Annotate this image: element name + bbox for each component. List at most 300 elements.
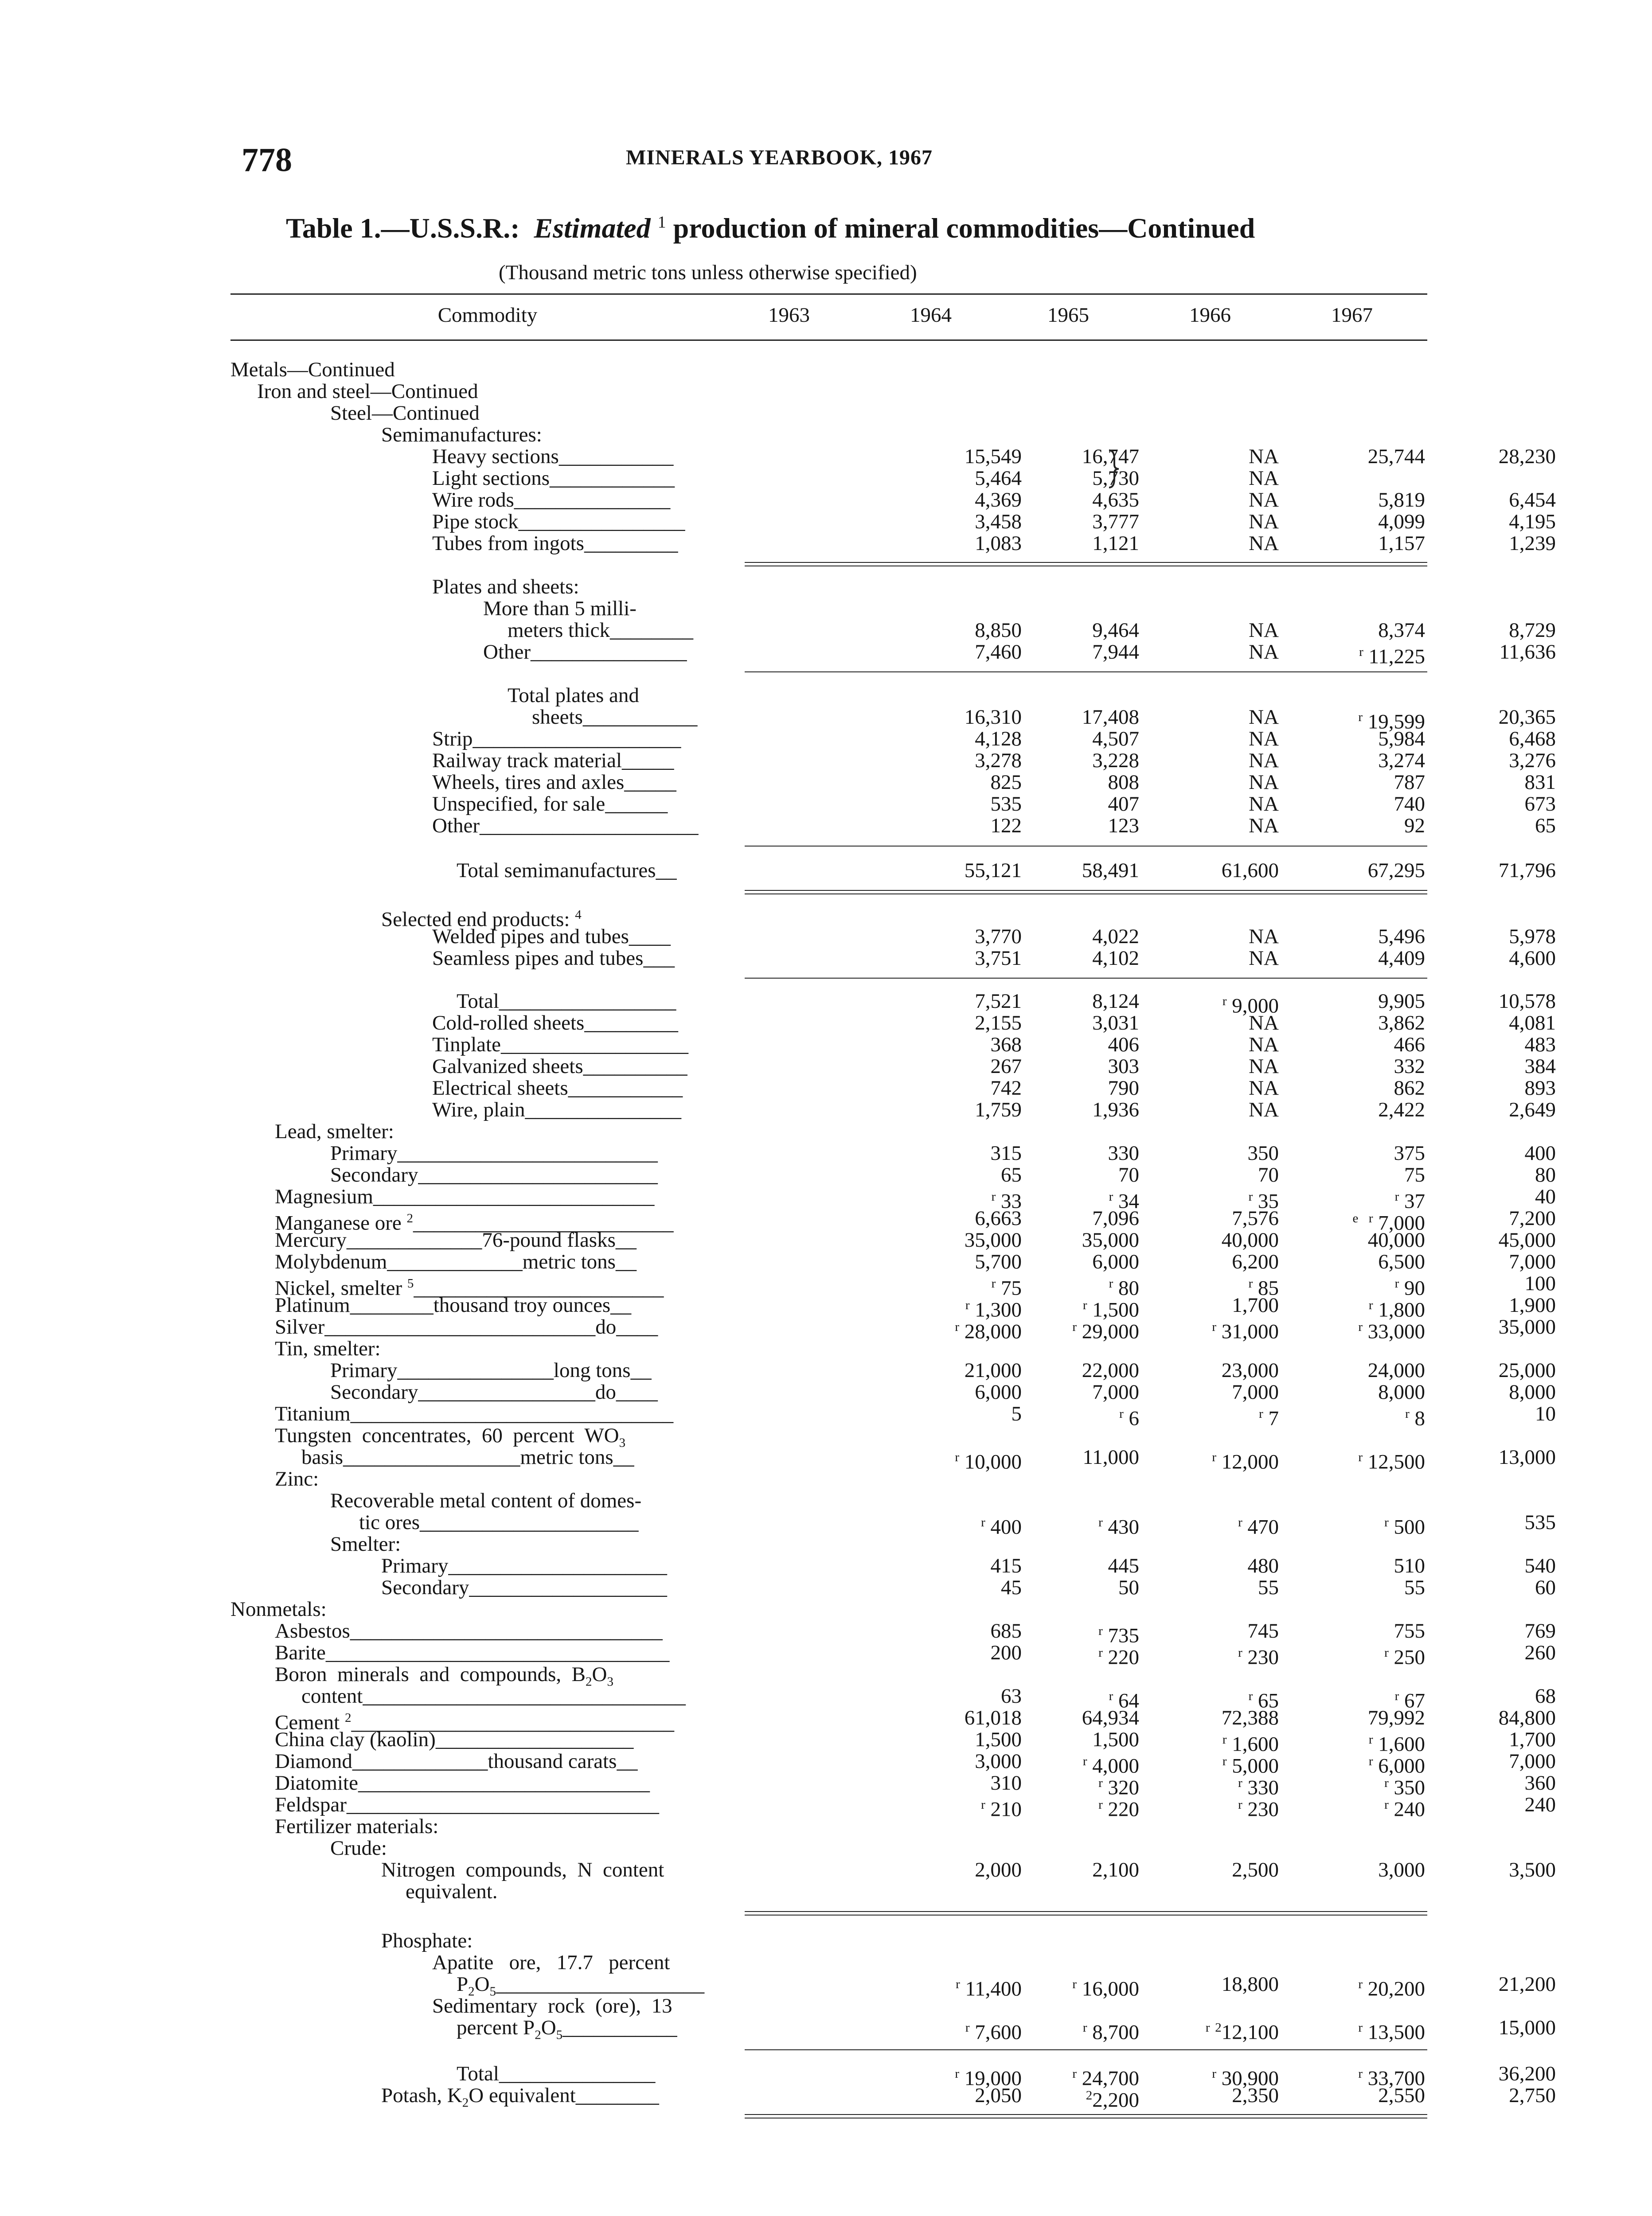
value-1965: NA [1249, 814, 1279, 837]
value-1964: 3,228 [1092, 749, 1139, 772]
row-label: Silver__________________________do____ [275, 1315, 658, 1338]
table-row [230, 1033, 1556, 1056]
row-label-text: Seamless pipes and tubes [432, 947, 644, 970]
value-1967: 25,000 [1498, 1359, 1556, 1382]
value-1967: 6,454 [1509, 488, 1556, 511]
value-1963: 1,083 [975, 532, 1022, 555]
value-1963: 267 [990, 1055, 1022, 1078]
row-label-text: Feldspar [275, 1793, 347, 1816]
value-text: 220 [1108, 1646, 1139, 1669]
row-label-text: Wire rods [432, 488, 514, 511]
row-label: $P_2O_5\_\_\_\_\_\_\_\_\_\_\_\_\_\_\_\_\_\_\_\_$ [457, 1973, 705, 1999]
value-1965: 7,000 [1232, 1381, 1279, 1404]
value-1964: 2,100 [1092, 1858, 1139, 1881]
value-1965: NA [1249, 1011, 1279, 1034]
table-row [230, 859, 1556, 882]
value-1963: 122 [990, 814, 1022, 837]
row-label: Iron and steel—Continued [257, 380, 478, 403]
revised-mark: r [1405, 1407, 1410, 1421]
unit-text: thousand carats [488, 1750, 617, 1773]
row-label: Primary_____________________ [381, 1554, 667, 1577]
value-text: 6 [1129, 1407, 1139, 1430]
value-1967: 4,195 [1509, 510, 1556, 533]
value-text: 35 [1258, 1190, 1279, 1213]
value-text: 12,100 [1221, 2021, 1279, 2044]
value-1966: 740 [1394, 792, 1425, 815]
row-label-text: Cold-rolled sheets [432, 1011, 585, 1034]
table-row [230, 598, 1427, 620]
revised-mark: r [1358, 1450, 1363, 1464]
value-1963: 8,850 [975, 619, 1022, 642]
value-1965: NA [1249, 1055, 1279, 1078]
value-1967: 71,796 [1498, 859, 1556, 882]
value-text: 470 [1247, 1515, 1279, 1539]
value-1966 [1292, 2017, 1425, 2044]
table-row [230, 1098, 1556, 1121]
revised-mark: r [1394, 1276, 1399, 1291]
row-label-text: content [301, 1685, 363, 1708]
row-label-text: Manganese ore [275, 1211, 402, 1235]
row-label: content_______________________________ [301, 1685, 686, 1708]
value-1964: 35,000 [1082, 1229, 1139, 1252]
table-row [230, 749, 1556, 772]
value-text: 16,000 [1082, 1977, 1139, 2001]
table-row [230, 1793, 1556, 1821]
revised-mark: r [1384, 1515, 1389, 1529]
value-text: 1,600 [1232, 1732, 1279, 1756]
row-label: Manganese ore $^2$_________________________ [275, 1211, 674, 1235]
row-label: Total_______________ [457, 2062, 656, 2085]
row-label-text: Barite [275, 1641, 326, 1664]
table-row [230, 1838, 1427, 1859]
value-text: 2,200 [1092, 2088, 1139, 2112]
value-1963: 4,369 [975, 488, 1022, 511]
row-label: Sedimentary rock (ore), 13 [432, 1994, 672, 2017]
value-text: 20,200 [1367, 1977, 1425, 2001]
value-1967: 769 [1524, 1619, 1556, 1642]
row-label: More than 5 milli- [483, 597, 637, 620]
value-1963: 21,000 [964, 1359, 1022, 1382]
row-label: Lead, smelter: [275, 1120, 394, 1143]
row-label: basis_________________metric tons__ [301, 1446, 634, 1469]
table-row [230, 1359, 1556, 1382]
value-text: 1,600 [1378, 1732, 1425, 1756]
value-1967: 3,500 [1509, 1858, 1556, 1881]
value-1967: 10,578 [1498, 990, 1556, 1013]
value-1964: 407 [1108, 792, 1139, 815]
value-1967: 1,239 [1509, 532, 1556, 555]
revised-mark: r [1072, 1977, 1077, 1991]
value-1964: 50 [1118, 1576, 1139, 1599]
value-1965: 72,388 [1221, 1706, 1279, 1729]
value-1965: 40,000 [1221, 1229, 1279, 1252]
value-1967: 84,800 [1498, 1706, 1556, 1729]
value-1966: 1,157 [1378, 532, 1425, 555]
col-1964: 1964 [910, 304, 952, 327]
table-row [230, 1163, 1556, 1186]
subscript: 2 [468, 1984, 475, 1999]
row-label: Metals—Continued [230, 358, 395, 381]
table-row [230, 1685, 1556, 1713]
revised-mark: r [1222, 1754, 1227, 1768]
table-row [230, 488, 1556, 511]
value-1963: 55,121 [964, 859, 1022, 882]
revised-mark: r [1368, 1298, 1373, 1312]
row-label-text: P [457, 1973, 469, 1996]
double-rule [745, 890, 1427, 891]
table-row [230, 706, 1556, 733]
value-1963: 5,464 [975, 467, 1022, 490]
table-row [230, 1554, 1556, 1577]
value-1963: 310 [990, 1771, 1022, 1795]
value-text: 29,000 [1082, 1320, 1139, 1343]
value-1967: 673 [1524, 792, 1556, 815]
value-1967: 7,200 [1509, 1207, 1556, 1230]
value-1964 [1006, 2017, 1139, 2044]
value-1967: 400 [1524, 1142, 1556, 1165]
value-1967: 13,000 [1498, 1446, 1556, 1469]
value-1964: 445 [1108, 1554, 1139, 1577]
row-label: Nonmetals: [230, 1598, 327, 1621]
row-label-text: Strip [432, 727, 473, 750]
row-label-text: Molybdenum [275, 1250, 387, 1273]
row-label-text: Heavy sections [432, 445, 559, 468]
revised-mark: r [1238, 1515, 1242, 1529]
revised-mark: r [1384, 1798, 1389, 1812]
table-row [230, 792, 1556, 815]
row-label: percent $P_2O_5\_\_\_\_\_\_\_\_\_\_\_$ [457, 2016, 677, 2042]
value-1965: NA [1249, 792, 1279, 815]
value-1964: 808 [1108, 771, 1139, 794]
value-1964: 1,121 [1092, 532, 1139, 555]
row-label-text: percent P [457, 2016, 535, 2039]
value-1963: 685 [990, 1619, 1022, 1642]
revised-mark: r [1384, 1776, 1389, 1790]
value-1963: 5,700 [975, 1250, 1022, 1273]
value-text: 240 [1394, 1798, 1425, 1821]
row-label-text: Diamond [275, 1750, 352, 1773]
value-1964: 7,000 [1092, 1381, 1139, 1404]
value-text: 500 [1394, 1515, 1425, 1539]
value-1963: 368 [990, 1033, 1022, 1056]
value-1965: NA [1249, 1033, 1279, 1056]
value-1966: 510 [1394, 1554, 1425, 1577]
value-1966: 5,819 [1378, 488, 1425, 511]
row-label: Tinplate__________________ [432, 1033, 688, 1056]
row-label-text: Secondary [330, 1381, 418, 1404]
title-footnote: 1 [657, 213, 666, 232]
value-1963: 61,018 [964, 1706, 1022, 1729]
value-1964: 9,464 [1092, 619, 1139, 642]
value-text: 30,900 [1221, 2067, 1279, 2090]
value-1965: NA [1249, 488, 1279, 511]
row-label: China clay (kaolin)___________________ [275, 1728, 634, 1751]
table-row [230, 381, 1427, 402]
value-1966: 787 [1394, 771, 1425, 794]
row-label: Secondary___________________ [381, 1576, 667, 1599]
value-1963: 200 [990, 1641, 1022, 1664]
table-row [230, 1995, 1427, 2017]
value-text: 13,500 [1367, 2021, 1425, 2044]
table-row [230, 1055, 1556, 1078]
value-1965: NA [1249, 467, 1279, 490]
value-1964: 790 [1108, 1077, 1139, 1100]
row-label-text: Silver [275, 1315, 325, 1338]
value-1966: 79,992 [1367, 1706, 1425, 1729]
value-1967: 20,365 [1498, 706, 1556, 729]
row-label-text: Asbestos [275, 1619, 350, 1642]
value-1963: 3,751 [975, 947, 1022, 970]
row-label: Potash, $K_2O$ equivalent________ [381, 2084, 659, 2110]
value-1967: 40 [1535, 1185, 1556, 1208]
row-label-text: Tinplate [432, 1033, 501, 1056]
row-label: Semimanufactures: [381, 423, 542, 446]
value-1967: 15,000 [1498, 2016, 1556, 2039]
table-row [230, 1121, 1427, 1143]
revised-mark: r [1368, 1754, 1373, 1768]
value-text: 400 [990, 1515, 1022, 1539]
value-text: 1,800 [1378, 1298, 1425, 1322]
row-label-text: meters thick [508, 619, 610, 642]
value-text: 330 [1247, 1776, 1279, 1799]
row-label-text: Nickel, smelter [275, 1276, 402, 1300]
row-label: Secondary_______________________ [330, 1163, 658, 1186]
revised-mark: r [1238, 1646, 1242, 1660]
row-label: Nickel, smelter $^5$________________________ [275, 1276, 664, 1300]
table-row [230, 1315, 1556, 1343]
table-row [230, 1272, 1556, 1300]
row-label-text: Unspecified, for sale [432, 792, 605, 815]
table-row [230, 1641, 1556, 1669]
footnote-ref: 5 [407, 1276, 414, 1291]
rule [745, 2049, 1427, 2050]
value-1963: 16,310 [964, 706, 1022, 729]
value-1965: NA [1249, 727, 1279, 750]
unit-text: thousand troy ounces [433, 1294, 611, 1317]
value-1967: 1,900 [1509, 1294, 1556, 1317]
value-1963: 15,549 [964, 445, 1022, 468]
value-1965: 350 [1247, 1142, 1279, 1165]
table-row [230, 1490, 1427, 1512]
row-label-text: China clay (kaolin) [275, 1728, 436, 1751]
subscript: 2 [535, 2028, 541, 2042]
row-label: tic ores_____________________ [359, 1511, 639, 1534]
value-1964: 6,000 [1092, 1250, 1139, 1273]
table-row [230, 1728, 1556, 1756]
table-row [230, 1381, 1556, 1404]
title-estimated: Estimated [534, 212, 651, 244]
col-1963: 1963 [768, 304, 810, 327]
row-label-text: basis [301, 1446, 343, 1469]
value-1966: 4,409 [1378, 947, 1425, 970]
table-row [230, 1142, 1556, 1165]
value-1967: 6,468 [1509, 727, 1556, 750]
row-label-text: O [474, 1973, 490, 1996]
footnote-ref: 2 [344, 1711, 351, 1725]
col-1965: 1965 [1047, 304, 1089, 327]
table-row [230, 1816, 1427, 1838]
row-label-text: Wheels, tires and axles [432, 771, 625, 794]
title-rest: production of mineral commodities—Continued [673, 212, 1255, 244]
col-commodity: Commodity [437, 304, 538, 327]
value-1963: 7,521 [975, 990, 1022, 1013]
value-1967: 8,000 [1509, 1381, 1556, 1404]
value-1966: 6,500 [1378, 1250, 1425, 1273]
row-label-text: tic ores [359, 1511, 420, 1534]
revised-mark: r [1082, 2021, 1087, 2035]
value-1964: 3,777 [1092, 510, 1139, 533]
revised-mark: r [1212, 1450, 1216, 1464]
row-label: Platinum________thousand troy ounces__ [275, 1294, 632, 1317]
value-1966: 4,099 [1378, 510, 1425, 533]
table-row [230, 904, 1427, 931]
table-row [230, 2016, 1556, 2044]
value-1964: 330 [1108, 1142, 1139, 1165]
row-label-text: sheets [532, 706, 583, 729]
value-1963: 1,500 [975, 1728, 1022, 1751]
row-label-text: O equivalent [469, 2084, 576, 2107]
value-1963: 3,278 [975, 749, 1022, 772]
value-1963: 7,460 [975, 640, 1022, 663]
value-text: 8 [1414, 1407, 1425, 1430]
double-rule [745, 2114, 1427, 2115]
footnote-ref: 4 [575, 908, 582, 922]
table-row [230, 771, 1556, 794]
row-label: Light sections____________ [432, 467, 675, 490]
row-label-text: Pipe stock [432, 510, 519, 533]
table-row [230, 1250, 1556, 1273]
table-row [230, 1207, 1556, 1235]
table-row [230, 925, 1556, 948]
revised-mark: r [965, 2021, 970, 2035]
row-label-text: Other [483, 640, 531, 663]
table-row [230, 640, 1556, 668]
row-label-text: O [592, 1663, 607, 1686]
value-1965: 2,500 [1232, 1858, 1279, 1881]
value-1965: 7,576 [1232, 1207, 1279, 1230]
row-label: Cold-rolled sheets_________ [432, 1011, 678, 1034]
revised-mark: r [991, 1190, 996, 1204]
table-row [230, 468, 1427, 489]
row-label-text: Boron minerals and compounds, B [275, 1663, 586, 1686]
revised-mark: r [1359, 645, 1363, 659]
table-row [230, 814, 1556, 837]
revised-mark: r [1098, 1624, 1103, 1638]
row-label: Wire, plain_______________ [432, 1098, 682, 1121]
row-label-text: O [541, 2016, 556, 2039]
value-1967: 240 [1524, 1793, 1556, 1816]
footnote-ref: 2 [406, 1211, 414, 1225]
unit-text: long tons [553, 1359, 631, 1382]
value-1965: 61,600 [1221, 859, 1279, 882]
value-1967: 21,200 [1498, 1973, 1556, 1996]
value-text: 64 [1118, 1689, 1139, 1713]
row-label: Seamless pipes and tubes___ [432, 947, 675, 970]
revised-mark: r [956, 1977, 960, 1991]
revised-mark: r [1238, 1798, 1242, 1812]
value-text: 430 [1108, 1515, 1139, 1539]
revised-mark: r [1394, 1689, 1399, 1703]
table-row [230, 2084, 1556, 2112]
rule [745, 846, 1427, 847]
value-1967: 831 [1524, 771, 1556, 794]
table-row [230, 1446, 1556, 1474]
table-row [230, 1077, 1556, 1100]
table-row [230, 1973, 1556, 2001]
revised-mark: r [991, 1276, 996, 1291]
value-1966: 466 [1394, 1033, 1425, 1056]
table-row [230, 1599, 1427, 1620]
value-1963: 6,000 [975, 1381, 1022, 1404]
value-text: 220 [1108, 1798, 1139, 1821]
table-row [230, 1185, 1556, 1213]
value-1967: 3,276 [1509, 749, 1556, 772]
value-text: 9,000 [1232, 994, 1279, 1018]
value-1963: 742 [990, 1077, 1022, 1100]
row-label-text: Wire, plain [432, 1098, 525, 1121]
value-1967: 2,750 [1509, 2084, 1556, 2107]
revised-mark: r [1248, 1689, 1253, 1703]
row-label: Primary_________________________ [330, 1142, 658, 1165]
value-1963: 415 [990, 1554, 1022, 1577]
table-row [230, 727, 1556, 750]
row-label-text: Total [457, 990, 499, 1013]
row-label-text: Titanium [275, 1402, 351, 1425]
value-1966: 8,000 [1378, 1381, 1425, 1404]
value-1966: 9,905 [1378, 990, 1425, 1013]
table-subtitle: (Thousand metric tons unless otherwise specified) [499, 261, 917, 284]
subscript: 5 [556, 2028, 563, 2042]
table-row [230, 947, 1556, 970]
value-1963: 65 [1001, 1163, 1022, 1186]
row-label-text: Selected end products: [381, 908, 570, 931]
value-1966: 3,862 [1378, 1011, 1425, 1034]
revised-mark: r [955, 2067, 959, 2081]
col-1967: 1967 [1331, 304, 1373, 327]
value-1967: 60 [1535, 1576, 1556, 1599]
row-label: Pipe stock________________ [432, 510, 685, 533]
table-title [286, 212, 1255, 245]
value-1967: 5,978 [1509, 925, 1556, 948]
value-1967: 80 [1535, 1163, 1556, 1186]
value-1963: 63 [1001, 1685, 1022, 1708]
row-label: Smelter: [330, 1533, 401, 1556]
table-row [230, 1771, 1556, 1799]
row-label: Magnesium___________________________ [275, 1185, 655, 1208]
table-row [230, 1511, 1556, 1539]
value-1965: 6,200 [1232, 1250, 1279, 1273]
value-text: 7,000 [1378, 1211, 1425, 1235]
row-label-text: Primary [381, 1554, 449, 1577]
value-text: 33,700 [1367, 2067, 1425, 2090]
revised-mark: r [1222, 994, 1227, 1008]
table-row [230, 2062, 1556, 2090]
value-1964: 4,635 [1092, 488, 1139, 511]
unit-text: metric tons [522, 1250, 616, 1273]
value-1963: 35,000 [964, 1229, 1022, 1252]
row-label: Barite_________________________________ [275, 1641, 670, 1664]
row-label: Unspecified, for sale______ [432, 792, 668, 815]
unit-text: do [595, 1381, 616, 1404]
value-text: 80 [1118, 1276, 1139, 1300]
value-text: 5,000 [1232, 1754, 1279, 1778]
row-label: Tin, smelter: [275, 1337, 381, 1360]
revised-mark: r [955, 1320, 959, 1334]
row-label: Wheels, tires and axles_____ [432, 771, 676, 794]
value-1964: 4,507 [1092, 727, 1139, 750]
value-1964: 7,096 [1092, 1207, 1139, 1230]
value-1965: NA [1249, 445, 1279, 468]
